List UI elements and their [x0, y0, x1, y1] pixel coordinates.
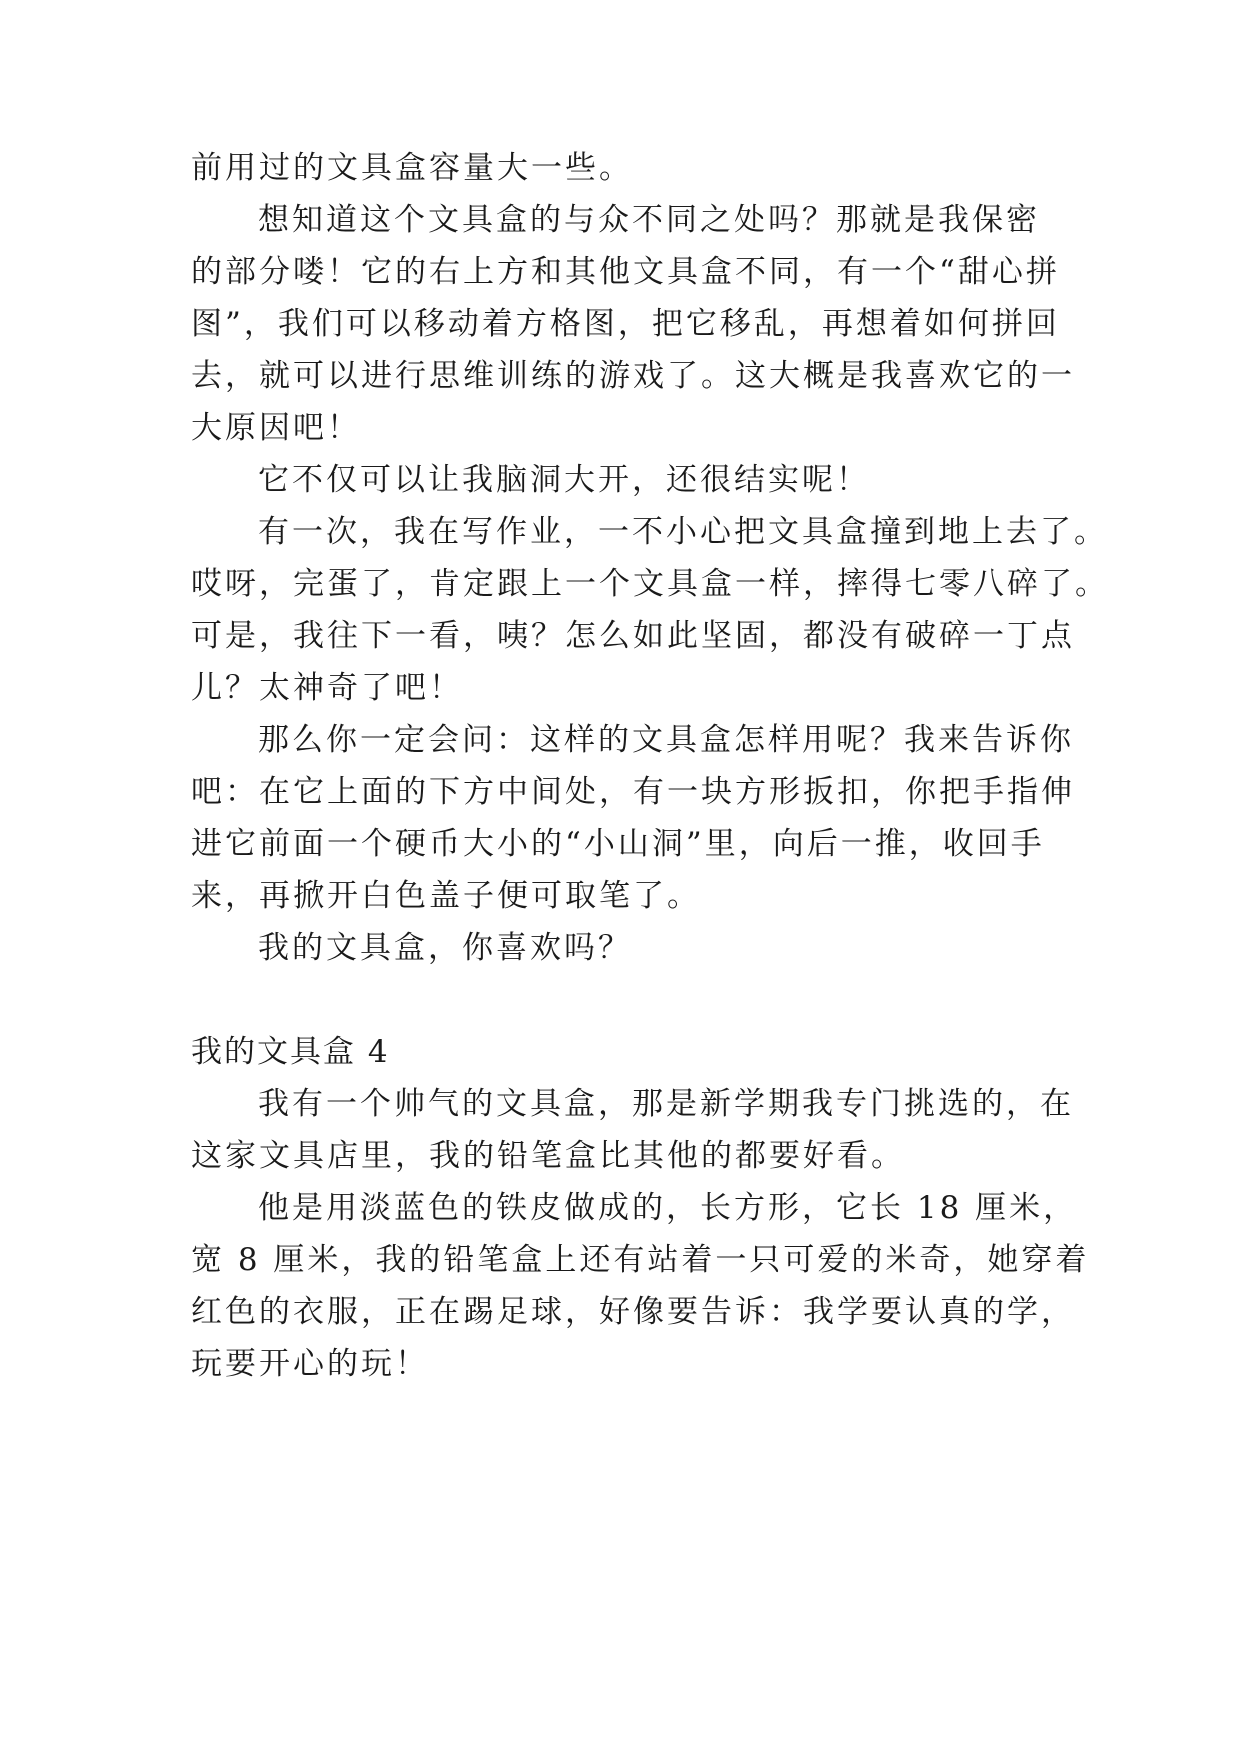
- paragraph-start-line: 他是用淡蓝色的铁皮做成的，长方形，它长 18 厘米，: [258, 1190, 1078, 1226]
- text-line: 儿？太神奇了吧！: [191, 670, 463, 706]
- text-line: 可是，我往下一看，咦？怎么如此坚固，都没有破碎一丁点: [191, 618, 1075, 654]
- text-line: 前用过的文具盒容量大一些。: [191, 150, 633, 186]
- paragraph-start-line: 想知道这个文具盒的与众不同之处吗？那就是我保密: [258, 202, 1040, 238]
- text-line: 大原因吧！: [191, 410, 361, 446]
- text-line: 去，就可以进行思维训练的游戏了。这大概是我喜欢它的一: [191, 358, 1075, 394]
- text-line: 来，再掀开白色盖子便可取笔了。: [191, 878, 701, 914]
- paragraph-start-line: 那么你一定会问：这样的文具盒怎样用呢？我来告诉你: [258, 722, 1074, 758]
- paragraph-start-line: 我有一个帅气的文具盒，那是新学期我专门挑选的，在: [258, 1086, 1074, 1122]
- text-line: 图”，我们可以移动着方格图，把它移乱，再想着如何拼回: [191, 306, 1060, 342]
- text-line: 宽 8 厘米，我的铅笔盒上还有站着一只可爱的米奇，她穿着: [191, 1242, 1090, 1278]
- text-line: 这家文具店里，我的铅笔盒比其他的都要好看。: [191, 1138, 905, 1174]
- text-line: 红色的衣服，正在踢足球，好像要告诉：我学要认真的学，: [191, 1294, 1075, 1330]
- section-heading: 我的文具盒 4: [191, 1034, 390, 1070]
- text-line: 玩要开心的玩！: [191, 1346, 429, 1382]
- text-line: 进它前面一个硬币大小的“小山洞”里，向后一推，收回手: [191, 826, 1045, 862]
- paragraph-start-line: 它不仅可以让我脑洞大开，还很结实呢！: [258, 462, 870, 498]
- paragraph-start-line: 我的文具盒，你喜欢吗？: [258, 930, 632, 966]
- text-line: 哎呀，完蛋了，肯定跟上一个文具盒一样，摔得七零八碎了。: [191, 566, 1109, 602]
- text-line: 吧：在它上面的下方中间处，有一块方形扳扣，你把手指伸: [191, 774, 1075, 810]
- paragraph-start-line: 有一次，我在写作业，一不小心把文具盒撞到地上去了。: [258, 514, 1108, 550]
- text-line: 的部分喽！它的右上方和其他文具盒不同，有一个“甜心拼: [191, 254, 1060, 290]
